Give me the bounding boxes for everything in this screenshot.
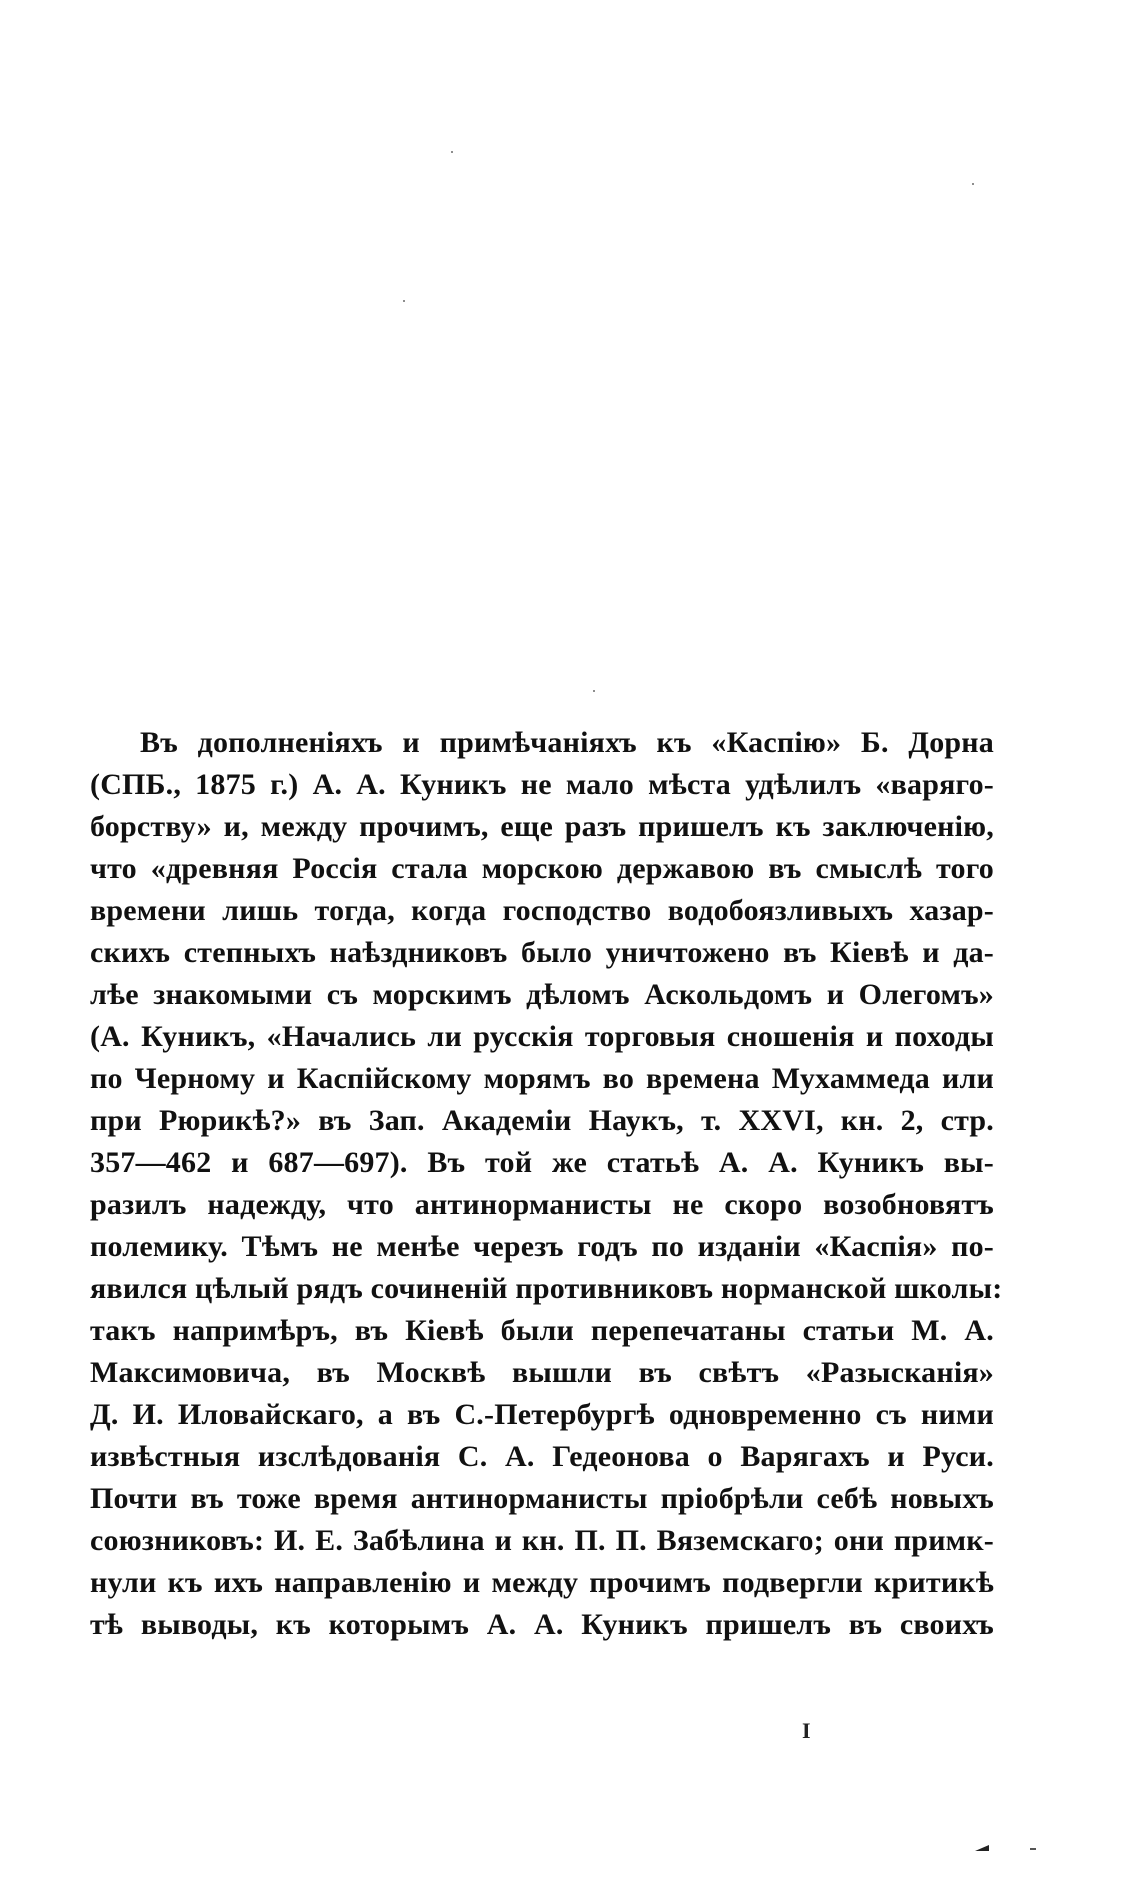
scan-speck	[593, 690, 595, 692]
body-paragraph	[90, 722, 1003, 1646]
text-line: такъ напримѣръ, въ Кіевѣ были перепечатаны статьи М. А.	[90, 1314, 994, 1347]
text-line: борству» и, между прочимъ, еще разъ пришелъ къ заключенію,	[90, 810, 994, 843]
text-line: явился цѣлый рядъ сочиненій противниковъ норманской школы:	[90, 1272, 1003, 1305]
text-line: (СПБ., 1875 г.) А. А. Куникъ не мало мѣста удѣлилъ «варяго-	[90, 768, 994, 801]
text-line: скихъ степныхъ наѣздниковъ было уничтожено въ Кіевѣ и да-	[90, 936, 994, 969]
text-line: 357—462 и 687—697). Въ той же статьѣ А. А. Куникъ вы-	[90, 1146, 994, 1179]
text-line: по Черному и Каспійскому морямъ во времена Мухаммеда или	[90, 1062, 994, 1095]
scan-speck	[972, 183, 974, 185]
text-line: при Рюрикѣ?» въ Зап. Академіи Наукъ, т. XXVI, кн. 2, стр.	[90, 1104, 994, 1137]
scan-mark	[1030, 1848, 1036, 1850]
text-line: Почти въ тоже время антинорманисты пріобрѣли себѣ новыхъ	[90, 1482, 994, 1515]
scan-speck	[403, 300, 405, 302]
text-line: что «древняя Россія стала морскою державою въ смыслѣ того	[90, 852, 994, 885]
text-line: тѣ выводы, къ которымъ А. А. Куникъ пришелъ въ своихъ	[90, 1608, 994, 1641]
scan-mark	[975, 1845, 989, 1851]
signature-mark: I	[802, 1718, 811, 1743]
text-line: нули къ ихъ направленію и между прочимъ подвергли критикѣ	[90, 1566, 994, 1599]
text-line: Д. И. Иловайскаго, а въ С.-Петербургѣ одновременно съ ними	[90, 1398, 994, 1431]
text-line: разилъ надежду, что антинорманисты не скоро возобновятъ	[90, 1188, 994, 1221]
text-line: полемику. Тѣмъ не менѣе черезъ годъ по изданіи «Каспія» по-	[90, 1230, 994, 1263]
text-line: Въ дополненіяхъ и примѣчаніяхъ къ «Каспію» Б. Дорна	[140, 726, 994, 759]
text-line: союзниковъ: И. Е. Забѣлина и кн. П. П. Вяземскаго; они примк-	[90, 1524, 994, 1557]
text-line: лѣе знакомыми съ морскимъ дѣломъ Аскольдомъ и Олегомъ»	[90, 978, 994, 1011]
scan-speck	[451, 151, 453, 153]
text-line: (А. Куникъ, «Начались ли русскія торговыя сношенія и походы	[90, 1020, 994, 1053]
text-line: Максимовича, въ Москвѣ вышли въ свѣтъ «Разысканія»	[90, 1356, 994, 1389]
text-line: времени лишь тогда, когда господство водобоязливыхъ хазар-	[90, 894, 994, 927]
text-line: извѣстныя изслѣдованія С. А. Гедеонова о Варягахъ и Руси.	[90, 1440, 994, 1473]
